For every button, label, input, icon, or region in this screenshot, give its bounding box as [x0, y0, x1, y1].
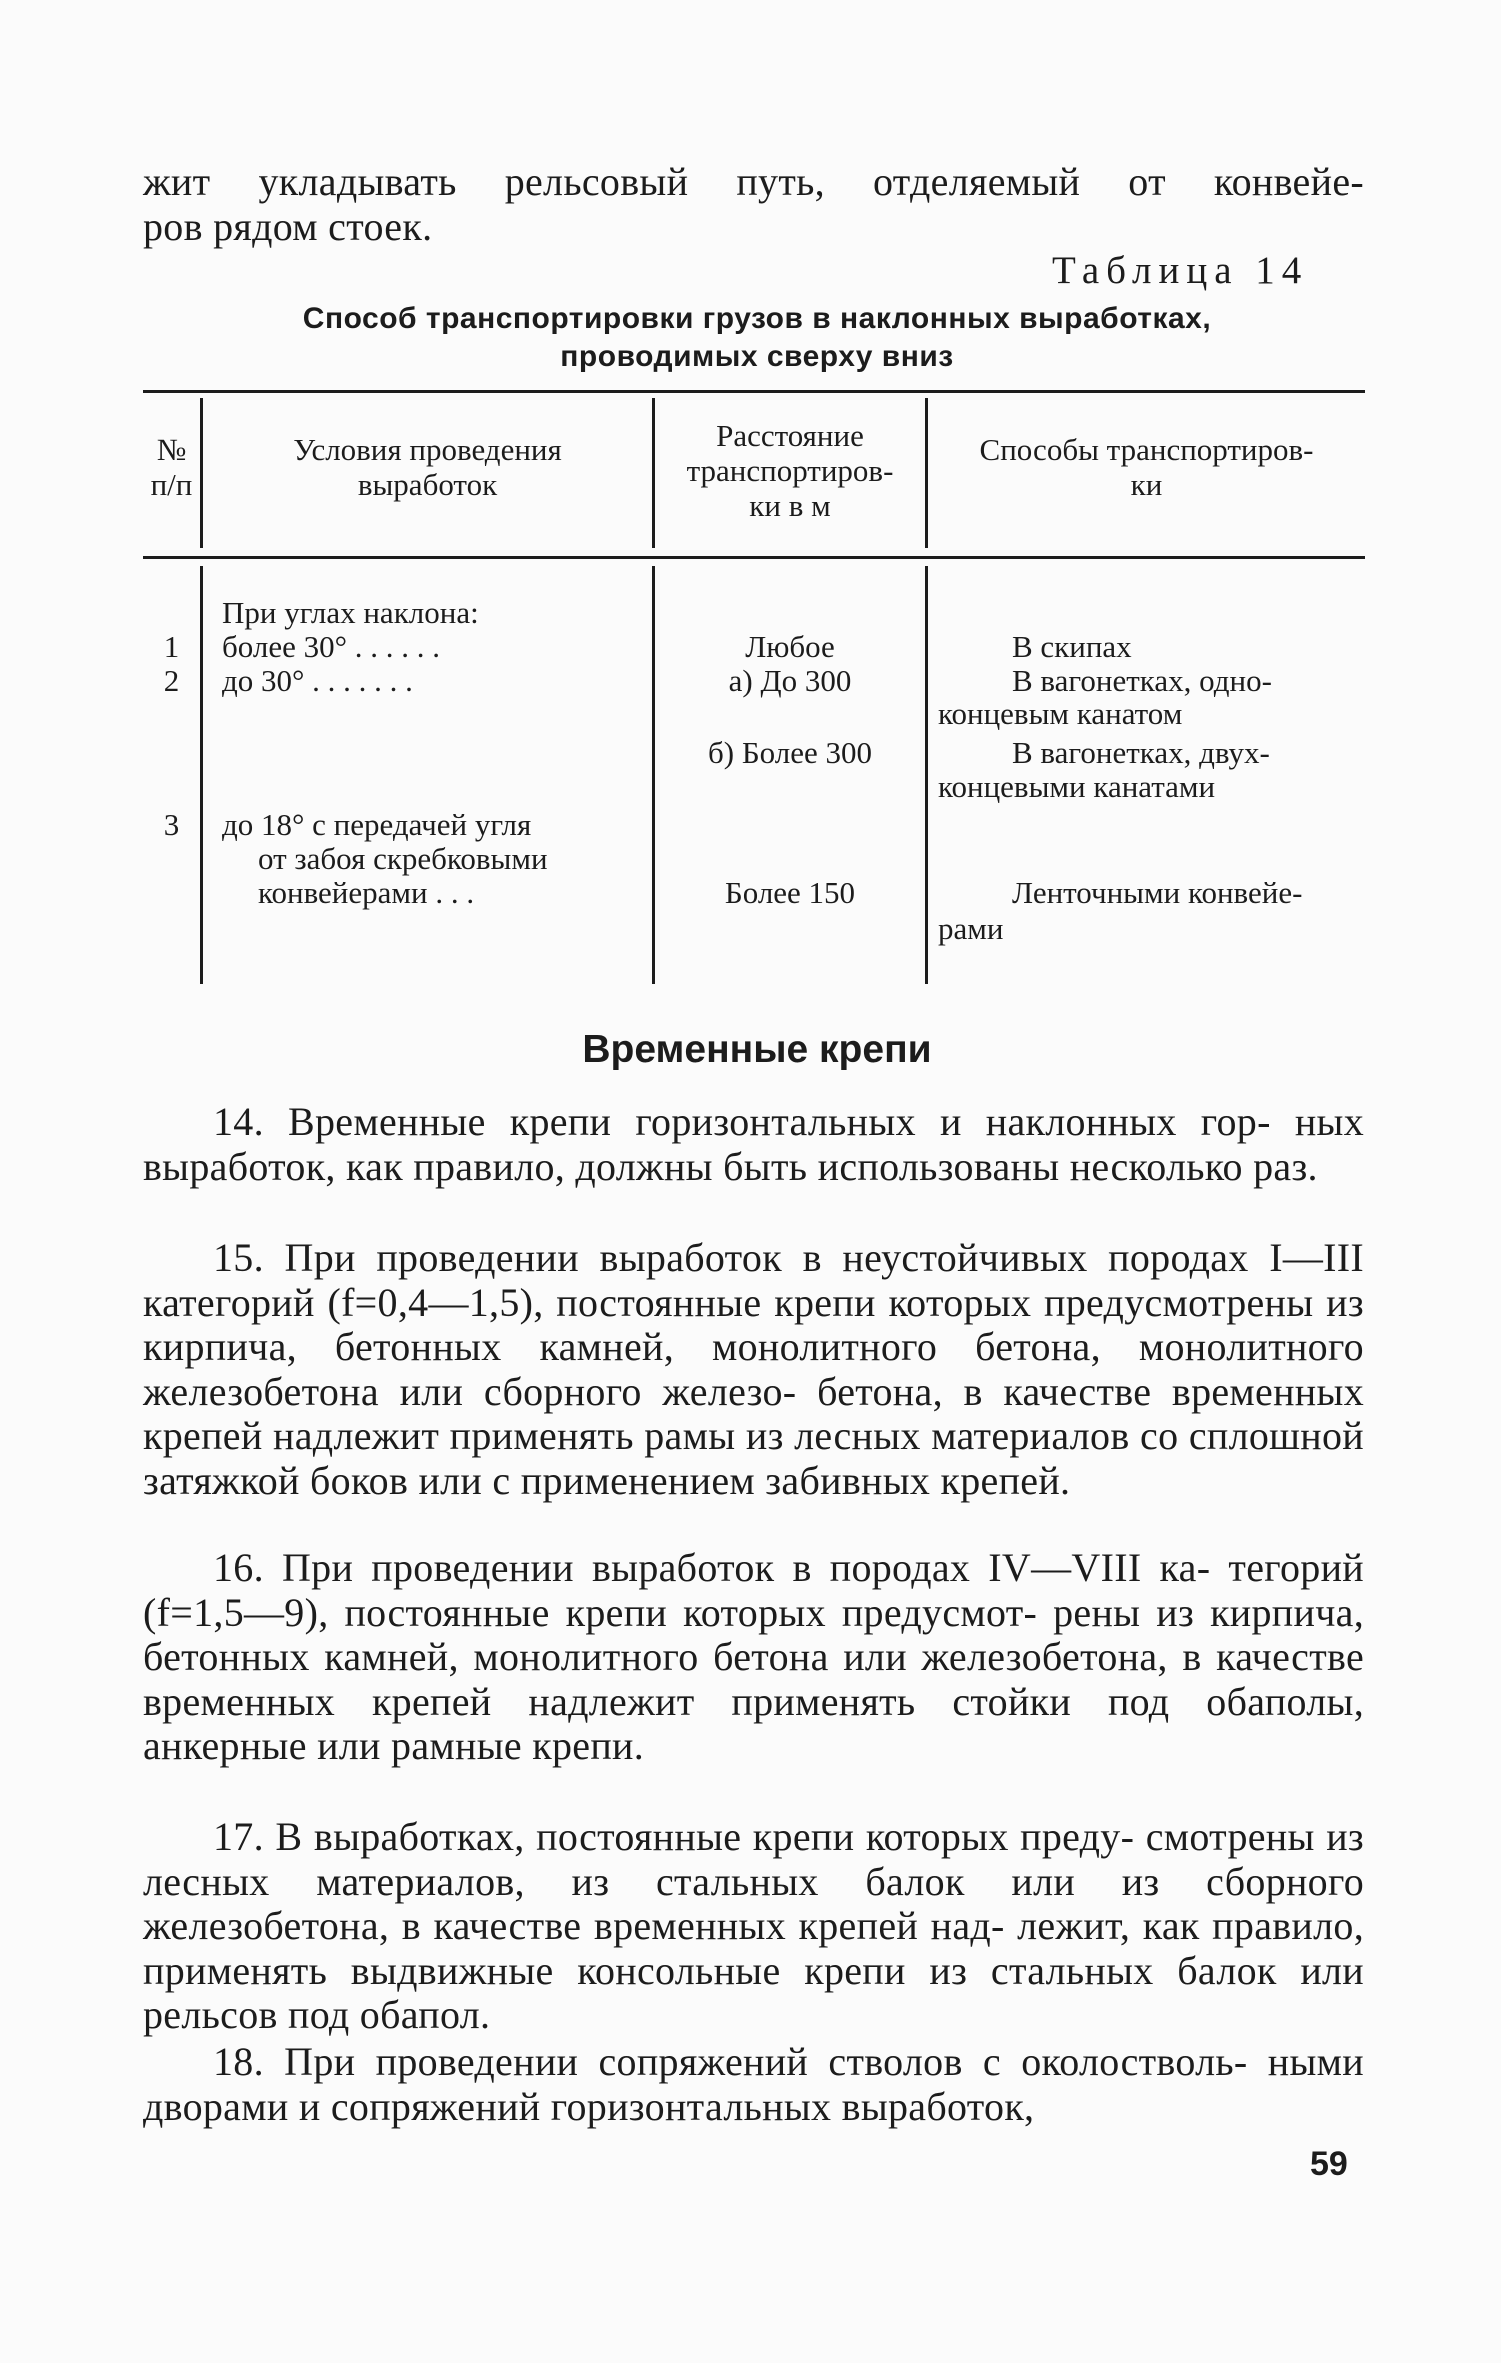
header-conditions-line-2: выработок: [357, 467, 498, 502]
header-number: [143, 432, 200, 502]
paragraph-18: 18. При проведении сопряжений стволов с околостволь- ными дворами и сопряжений горизонтальных выработок,: [143, 2039, 1364, 2129]
row-2b-method-line-2: концевыми канатами: [938, 769, 1216, 804]
row-3-method-line-1: Ленточными конвейе-: [1012, 875, 1303, 910]
header-number-line-2: п/п: [150, 467, 193, 502]
header-distance-line-3: ки в м: [749, 488, 831, 523]
row-3-condition-line-1: до 18° с передачей угля: [222, 807, 532, 842]
table-title-line-1: Способ транспортировки грузов в наклонных выработках,: [302, 302, 1212, 335]
header-methods-line-2: ки: [1130, 467, 1163, 502]
row-1-condition: более 30° . . . . . .: [222, 629, 440, 664]
col-divider-1-body: [200, 566, 203, 984]
header-methods: [928, 432, 1365, 502]
header-number-line-1: №: [156, 432, 187, 467]
table-header-rule: [143, 556, 1365, 559]
row-3-distance: Более 150: [724, 875, 856, 910]
row-3-method-line-2: рами: [938, 911, 1004, 946]
row-2-distance: а) До 300: [728, 663, 852, 698]
row-1-method: В скипах: [1012, 629, 1132, 664]
page-number: 59: [1310, 2145, 1348, 2183]
row-2-method-line-1: В вагонетках, одно-: [1012, 663, 1272, 698]
paragraph-17: 17. В выработках, постоянные крепи которых преду- смотрены из лесных материалов, из стальных балок или из сборного железобетона, в качестве временных крепей над- лежит, как правило, применять выдвижные консольные крепи из стальных балок или рельсов под обапол.: [143, 1814, 1364, 2037]
row-2-number: 2: [163, 663, 180, 698]
row-2b-method-line-1: В вагонетках, двух-: [1012, 735, 1270, 770]
header-methods-line-1: Способы транспортиров-: [979, 432, 1314, 467]
paragraph-14: 14. Временные крепи горизонтальных и наклонных гор- ных выработок, как правило, должны быть использованы несколько раз.: [143, 1099, 1364, 1189]
table-title: [150, 300, 1364, 376]
intro-line-1: жит укладывать рельсовый путь, отделяемый от конвейе-: [143, 159, 1364, 204]
table-caption: Таблица 14: [1052, 249, 1309, 292]
col-divider-3-body: [925, 566, 928, 984]
row-1-distance: Любое: [745, 629, 835, 664]
paragraph-15: 15. При проведении выработок в неустойчивых породах I—III категорий (f=0,4—1,5), постоянные крепи которых предусмотрены из кирпича, бетонных камней, монолитного бетона, монолитного железобетона или сборного железо- бетона, в качестве временных крепей надлежит применять рамы из лесных материалов со сплошной затяжкой боков или с применением забивных крепей.: [143, 1235, 1364, 1503]
row-3-number: 3: [163, 807, 180, 842]
header-conditions: [203, 432, 652, 502]
row-2-condition: до 30° . . . . . . .: [222, 663, 413, 698]
intro-line-2: ров рядом стоек.: [143, 203, 433, 249]
header-conditions-line-1: Условия проведения: [293, 432, 562, 467]
row-3-condition-line-3: конвейерами . . .: [258, 875, 475, 910]
section-title: Временные крепи: [582, 1028, 932, 1071]
paragraph-16: 16. При проведении выработок в породах IV—VIII ка- тегорий (f=1,5—9), постоянные крепи которых предусмот- рены из кирпича, бетонных камней, монолитного бетона или железобетона, в качестве временных крепей надлежит применять стойки под обаполы, анкерные или рамные крепи.: [143, 1545, 1364, 1768]
intro-text: [143, 160, 1364, 249]
header-distance-line-1: Расстояние: [716, 418, 864, 453]
row-1-number: 1: [163, 629, 180, 664]
row-2-method-line-2: концевым канатом: [938, 696, 1183, 731]
col-divider-2-body: [652, 566, 655, 984]
header-distance-line-2: транспортиров-: [686, 453, 894, 488]
row-3-condition-line-2: от забоя скребковыми: [258, 841, 548, 876]
table-intro-row: При углах наклона:: [222, 595, 479, 630]
table-top-rule: [143, 390, 1365, 393]
row-2b-distance: б) Более 300: [708, 735, 872, 770]
table-title-line-2: проводимых сверху вниз: [560, 340, 954, 373]
header-distance: [655, 418, 925, 523]
